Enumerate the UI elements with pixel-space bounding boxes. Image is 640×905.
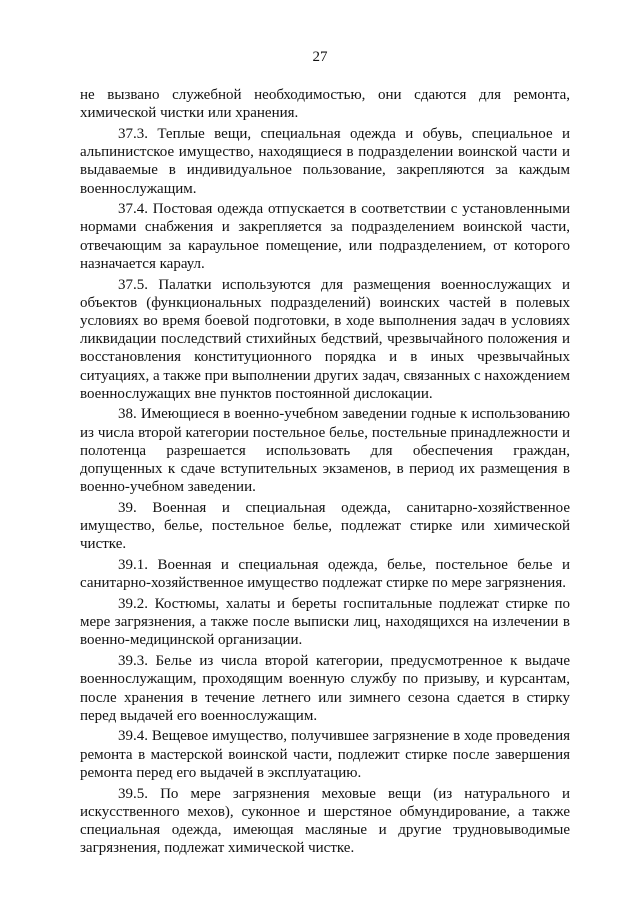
paragraph-39: 39. Военная и специальная одежда, санитарно-хозяйственное имущество, белье, постельное белье, подлежат стирке или химической чистке. — [80, 499, 570, 553]
paragraph-39-2: 39.2. Костюмы, халаты и береты госпитальные подлежат стирке по мере загрязнения, а также после выписки лиц, находящихся на излечении в военно-медицинской организации. — [80, 595, 570, 649]
paragraph-38: 38. Имеющиеся в военно-учебном заведении годные к использованию из числа второй категории постельное белье, постельные принадлежности и полотенца разрешается использовать для обеспечения граждан, допущенных к сдаче вступительных экзаменов, в период их размещения в военно-учебном заведении. — [80, 406, 570, 496]
paragraph-39-5: 39.5. По мере загрязнения меховые вещи (из натурального и искусственного мехов), суконное и шерстяное обмундирование, а также специальная одежда, имеющая масляные и другие трудновыводимые загрязнения, подлежат химической чистке. — [80, 785, 570, 857]
paragraph-37-4: 37.4. Постовая одежда отпускается в соответствии с установленными нормами снабжения и закрепляется за подразделением воинской части, отвечающим за караульное помещение, или подразделением, от которого назначается караул. — [80, 201, 570, 272]
paragraph-continuation: не вызвано служебной необходимостью, они сдаются для ремонта, химической чистки или хранения. — [80, 87, 570, 122]
document-body — [80, 86, 570, 860]
paragraph-39-4: 39.4. Вещевое имущество, получившее загрязнение в ходе проведения ремонта в мастерской воинской части, подлежит стирке после завершения ремонта перед его выдачей в эксплуатацию. — [80, 728, 570, 781]
paragraph-39-3: 39.3. Белье из числа второй категории, предусмотренное к выдаче военнослужащим, проходящим военную службу по призыву, и курсантам, после хранения в течение летнего или зимнего сезона сдается в стирку перед выдачей его военнослужащим. — [80, 653, 570, 724]
paragraph-37-3: 37.3. Теплые вещи, специальная одежда и обувь, специальное и альпинистское имущество, находящиеся в подразделении воинской части и выдаваемые в индивидуальное пользование, закрепляются за каждым военнослужащим. — [80, 125, 570, 197]
paragraph-37-5: 37.5. Палатки используются для размещения военнослужащих и объектов (функциональных подразделений) воинских частей в полевых условиях во время боевой подготовки, в ходе выполнения задач в условиях ликвидации последствий стихийных бедствий, чрезвычайного положения и восстановления конституционного порядка и в иных чрезвычайных ситуациях, а также при выполнении других задач, связанных с нахождением военнослужащих вне пунктов постоянной дислокации. — [80, 276, 571, 402]
paragraph-39-1: 39.1. Военная и специальная одежда, белье, постельное белье и санитарно-хозяйственное имущество подлежат стирке по мере загрязнения. — [80, 557, 570, 592]
page-number: 27 — [312, 49, 328, 65]
